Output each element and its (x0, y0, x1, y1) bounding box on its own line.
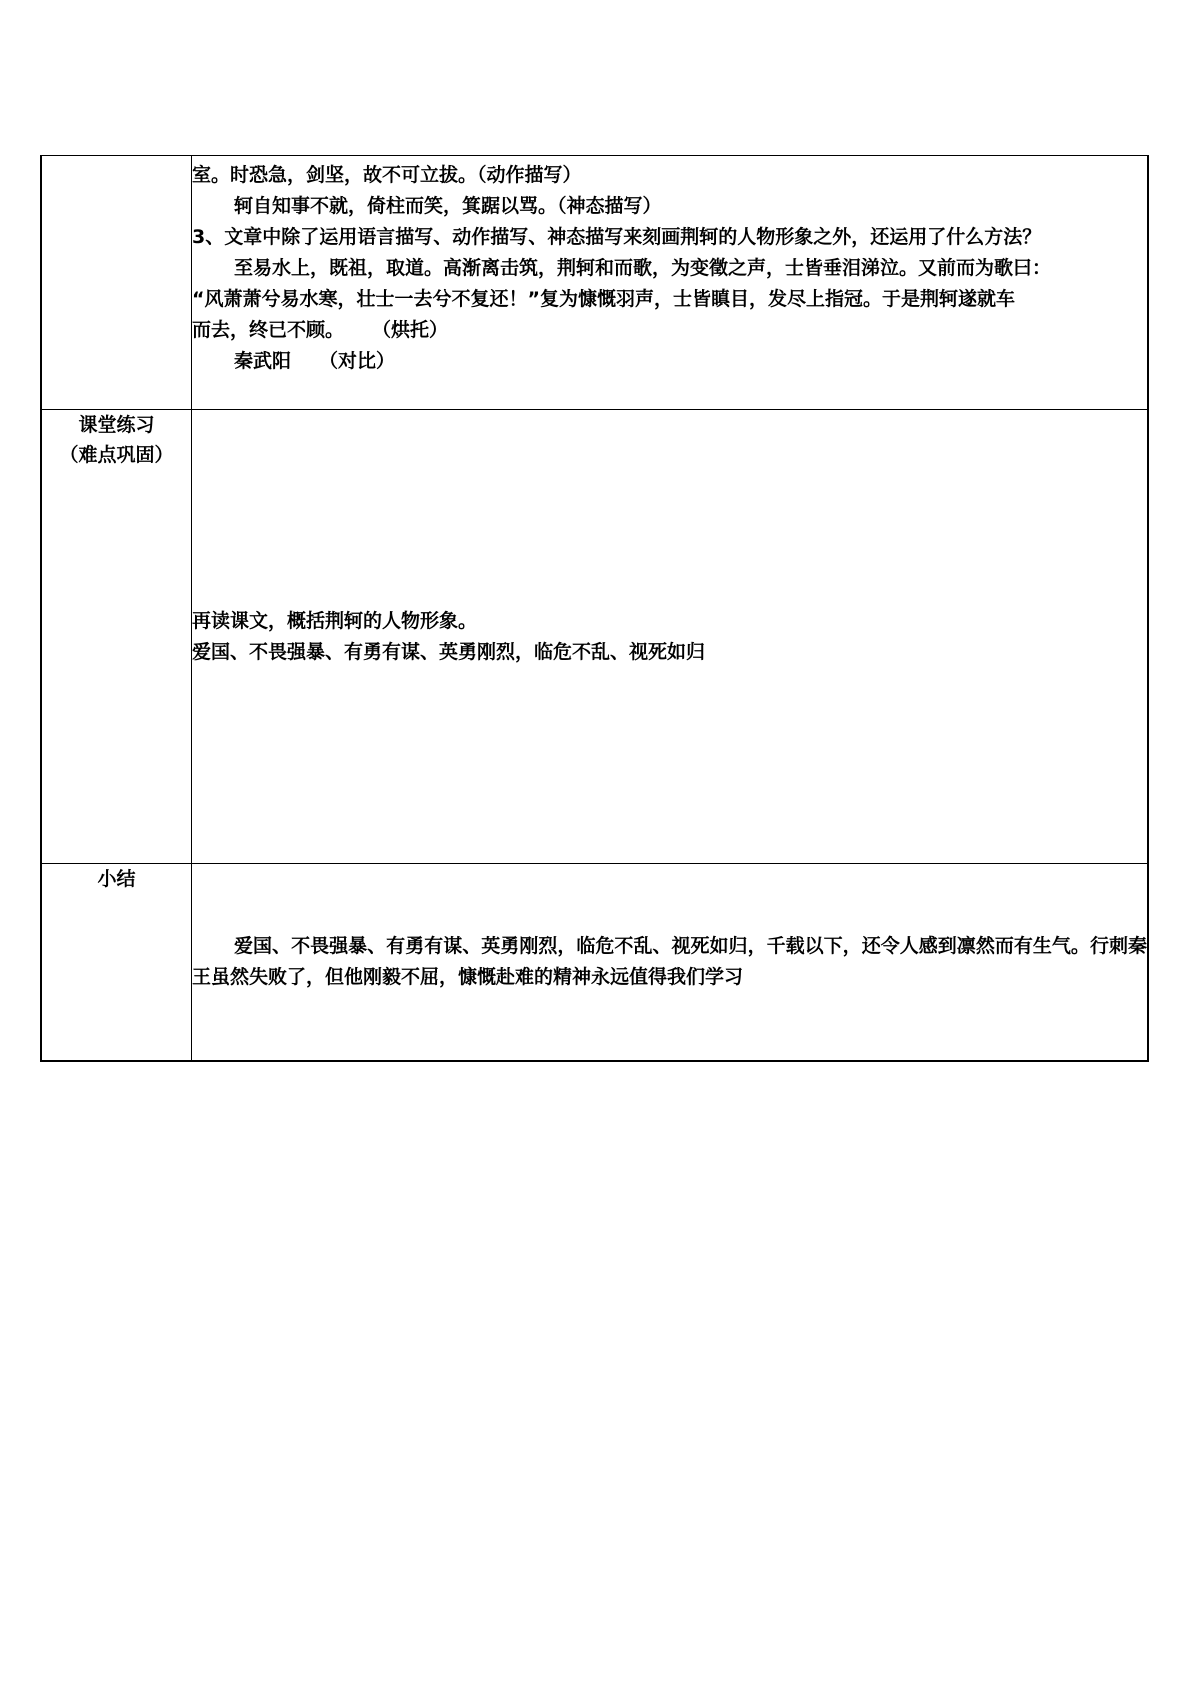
row-label-summary: 小结 (41, 864, 192, 1062)
table-row-practice (41, 410, 1148, 864)
text-line: 室。时恐急，剑坚，故不可立拔。（动作描写） (192, 164, 582, 186)
row-label-empty (41, 156, 192, 410)
lesson-plan-table (40, 155, 1149, 1062)
technique-note: （对比） (319, 350, 396, 372)
summary-content (192, 864, 1149, 1062)
text-line: “风萧萧兮易水寒，壮士一去兮不复还！”复为慷慨羽声，士皆瞋目，发尽上指冠。于是荆轲遂就车 (192, 288, 1015, 310)
text-line: 至易水上，既祖，取道。高渐离击筑，荆轲和而歌，为变徵之声，士皆垂泪涕泣。又前而为歌曰： (234, 257, 1052, 279)
practice-answer: 爱国、不畏强暴、有勇有谋、英勇刚烈，临危不乱、视死如归 (192, 640, 706, 663)
analysis-content (192, 156, 1149, 410)
practice-prompt: 再读课文，概括荆轲的人物形象。 (192, 609, 478, 632)
table-row-analysis (41, 156, 1148, 410)
question-line: 3、文章中除了运用语言描写、动作描写、神态描写来刻画荆轲的人物形象之外，还运用了什么方法？ (192, 226, 1042, 248)
practice-content (192, 410, 1149, 864)
table-row-summary (41, 864, 1148, 1062)
text-line: 轲自知事不就，倚柱而笑，箕踞以骂。（神态描写） (234, 195, 662, 217)
quote-end: 而去，终已不顾。 (192, 319, 345, 341)
label-line: 课堂练习 (78, 414, 155, 436)
technique-note: （烘托） (372, 319, 449, 341)
character-name: 秦武阳 (234, 350, 292, 372)
summary-text: 爱国、不畏强暴、有勇有谋、英勇刚烈，临危不乱、视死如归，千载以下，还令人感到凛然而有生气。行刺秦王虽然失败了，但他刚毅不屈，慷慨赴难的精神永远值得我们学习 (192, 935, 1147, 988)
label-line: （难点巩固） (59, 444, 174, 466)
text-line (192, 315, 1147, 346)
row-label-practice (41, 410, 192, 864)
text-line (192, 346, 1147, 377)
